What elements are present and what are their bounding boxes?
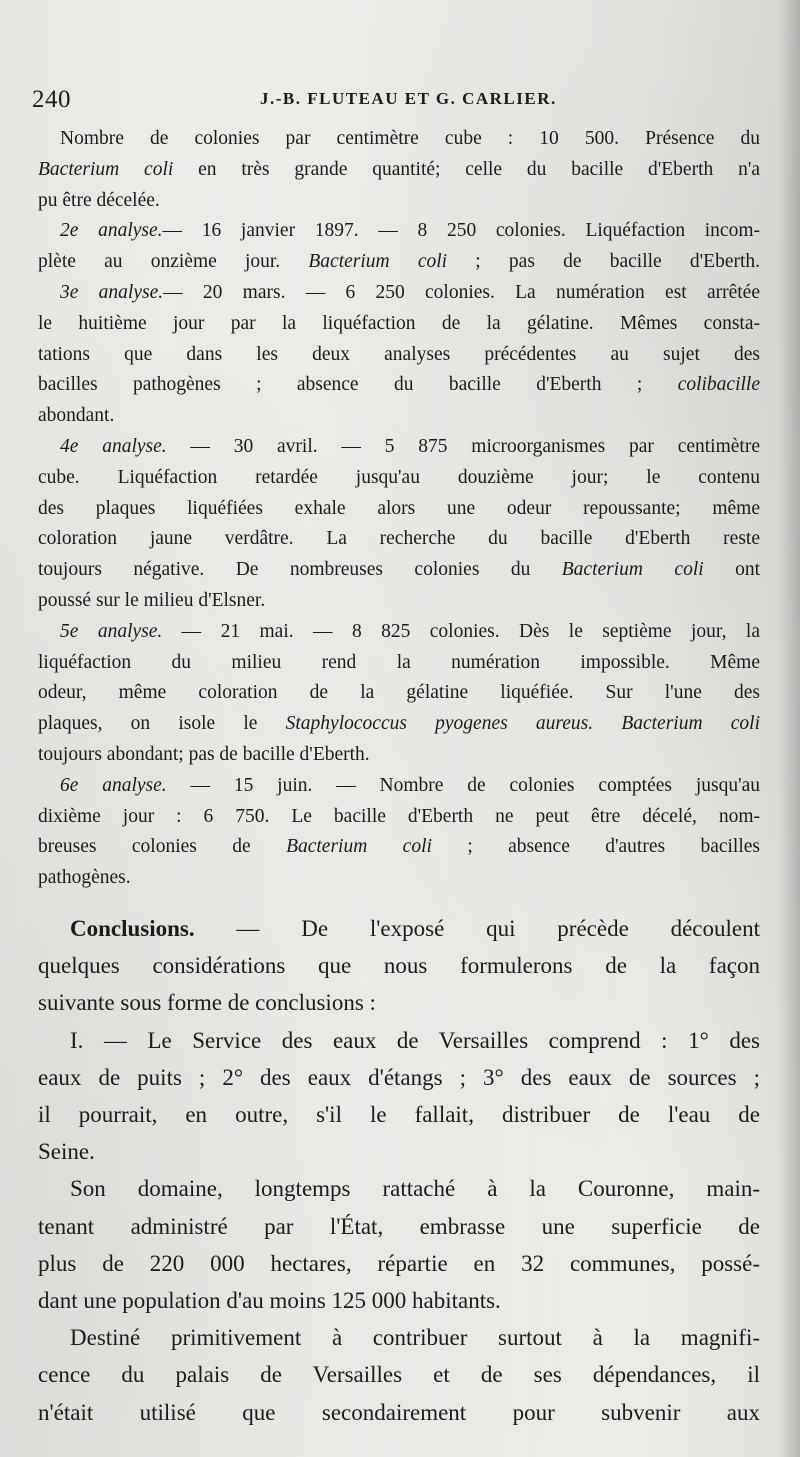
text-line: Conclusions. — De l'exposé qui précède découlent — [70, 916, 760, 941]
text-line: Bacterium coli en très grande quantité; celle du bacille d'Eberth n'a — [38, 158, 760, 180]
text-line: plète au onzième jour. Bacterium coli ; pas de bacille d'Eberth. — [38, 251, 761, 273]
text-line: 5e analyse. — 21 mai. — 8 825 colonies. Dès le septième jour, la — [60, 620, 760, 642]
text-line: tations que dans les deux analyses précédentes au sujet des — [38, 343, 760, 365]
text-line: poussé sur le milieu d'Elsner. — [38, 589, 266, 611]
text-line: coloration jaune verdâtre. La recherche du bacille d'Eberth reste — [38, 528, 760, 550]
page-number: 240 — [32, 86, 71, 113]
text-line: pu être décelée. — [38, 189, 160, 211]
text-line: quelques considérations que nous formulerons de la façon — [38, 953, 760, 979]
text-line: tenant administré par l'État, embrasse une superficie de — [38, 1213, 760, 1239]
text-line: odeur, même coloration de la gélatine liquéfiée. Sur l'une des — [38, 682, 760, 704]
text-line: Seine. — [38, 1139, 95, 1165]
text-line: des plaques liquéfiées exhale alors une odeur repoussante; même — [38, 497, 760, 519]
text-line: dixième jour : 6 750. Le bacille d'Eberth ne peut être décelé, nom- — [38, 805, 760, 827]
text-line: dant une population d'au moins 125 000 habitants. — [38, 1288, 501, 1314]
text-line: Destiné primitivement à contribuer surtout à la magnifi- — [70, 1325, 760, 1351]
text-line: Son domaine, longtemps rattaché à la Couronne, main- — [70, 1176, 760, 1202]
text-line: abondant. — [38, 405, 115, 427]
text-line: Nombre de colonies par centimètre cube : 10 500. Présence du — [60, 128, 760, 149]
text-line: suivante sous forme de conclusions : — [38, 990, 376, 1016]
text-line: cence du palais de Versailles et de ses dépendances, il — [38, 1362, 760, 1388]
conclusions-heading: Conclusions. — [70, 916, 195, 941]
text-line: plus de 220 000 hectares, répartie en 32 communes, possé- — [38, 1250, 760, 1276]
text-line: I. — Le Service des eaux de Versailles comprend : 1° des — [70, 1027, 760, 1053]
conclusions-section — [38, 910, 760, 1431]
text-line: il pourrait, en outre, s'il le fallait, distribuer de l'eau de — [38, 1102, 760, 1128]
text-line: 6e analyse. — 15 juin. — Nombre de colonies comptées jusqu'au — [60, 774, 760, 796]
page-header — [32, 86, 772, 116]
text-line: breuses colonies de Bacterium coli ; absence d'autres bacilles — [38, 836, 761, 858]
text-line: bacilles pathogènes ; absence du bacille d'Eberth ; colibacille — [38, 374, 760, 396]
text-line: toujours négative. De nombreuses colonies du Bacterium coli ont — [38, 559, 761, 581]
text-line: toujours abondant; pas de bacille d'Eberth. — [38, 743, 370, 765]
text-line: 4e analyse. — 30 avril. — 5 875 microorganismes par centimètre — [60, 435, 760, 457]
text-line: pathogènes. — [38, 867, 131, 889]
text-line: cube. Liquéfaction retardée jusqu'au douzième jour; le contenu — [38, 466, 760, 488]
text-line: 2e analyse.— 16 janvier 1897. — 8 250 colonies. Liquéfaction incom- — [60, 220, 760, 242]
analyses-section — [38, 124, 760, 894]
text-line: le huitième jour par la liquéfaction de la gélatine. Mêmes consta- — [38, 312, 760, 334]
running-head: J.-B. FLUTEAU ET G. CARLIER. — [260, 89, 557, 108]
page-edge-shadow — [778, 0, 800, 1457]
text-line: plaques, on isole le Staphylococcus pyogenes aureus. Bacterium coli — [38, 713, 760, 735]
text-line: eaux de puits ; 2° des eaux d'étangs ; 3° des eaux de sources ; — [38, 1064, 760, 1090]
text-line: liquéfaction du milieu rend la numération impossible. Même — [38, 651, 760, 673]
text-line: n'était utilisé que secondairement pour subvenir aux — [38, 1399, 760, 1425]
text-line: 3e analyse.— 20 mars. — 6 250 colonies. La numération est arrêtée — [60, 281, 760, 303]
